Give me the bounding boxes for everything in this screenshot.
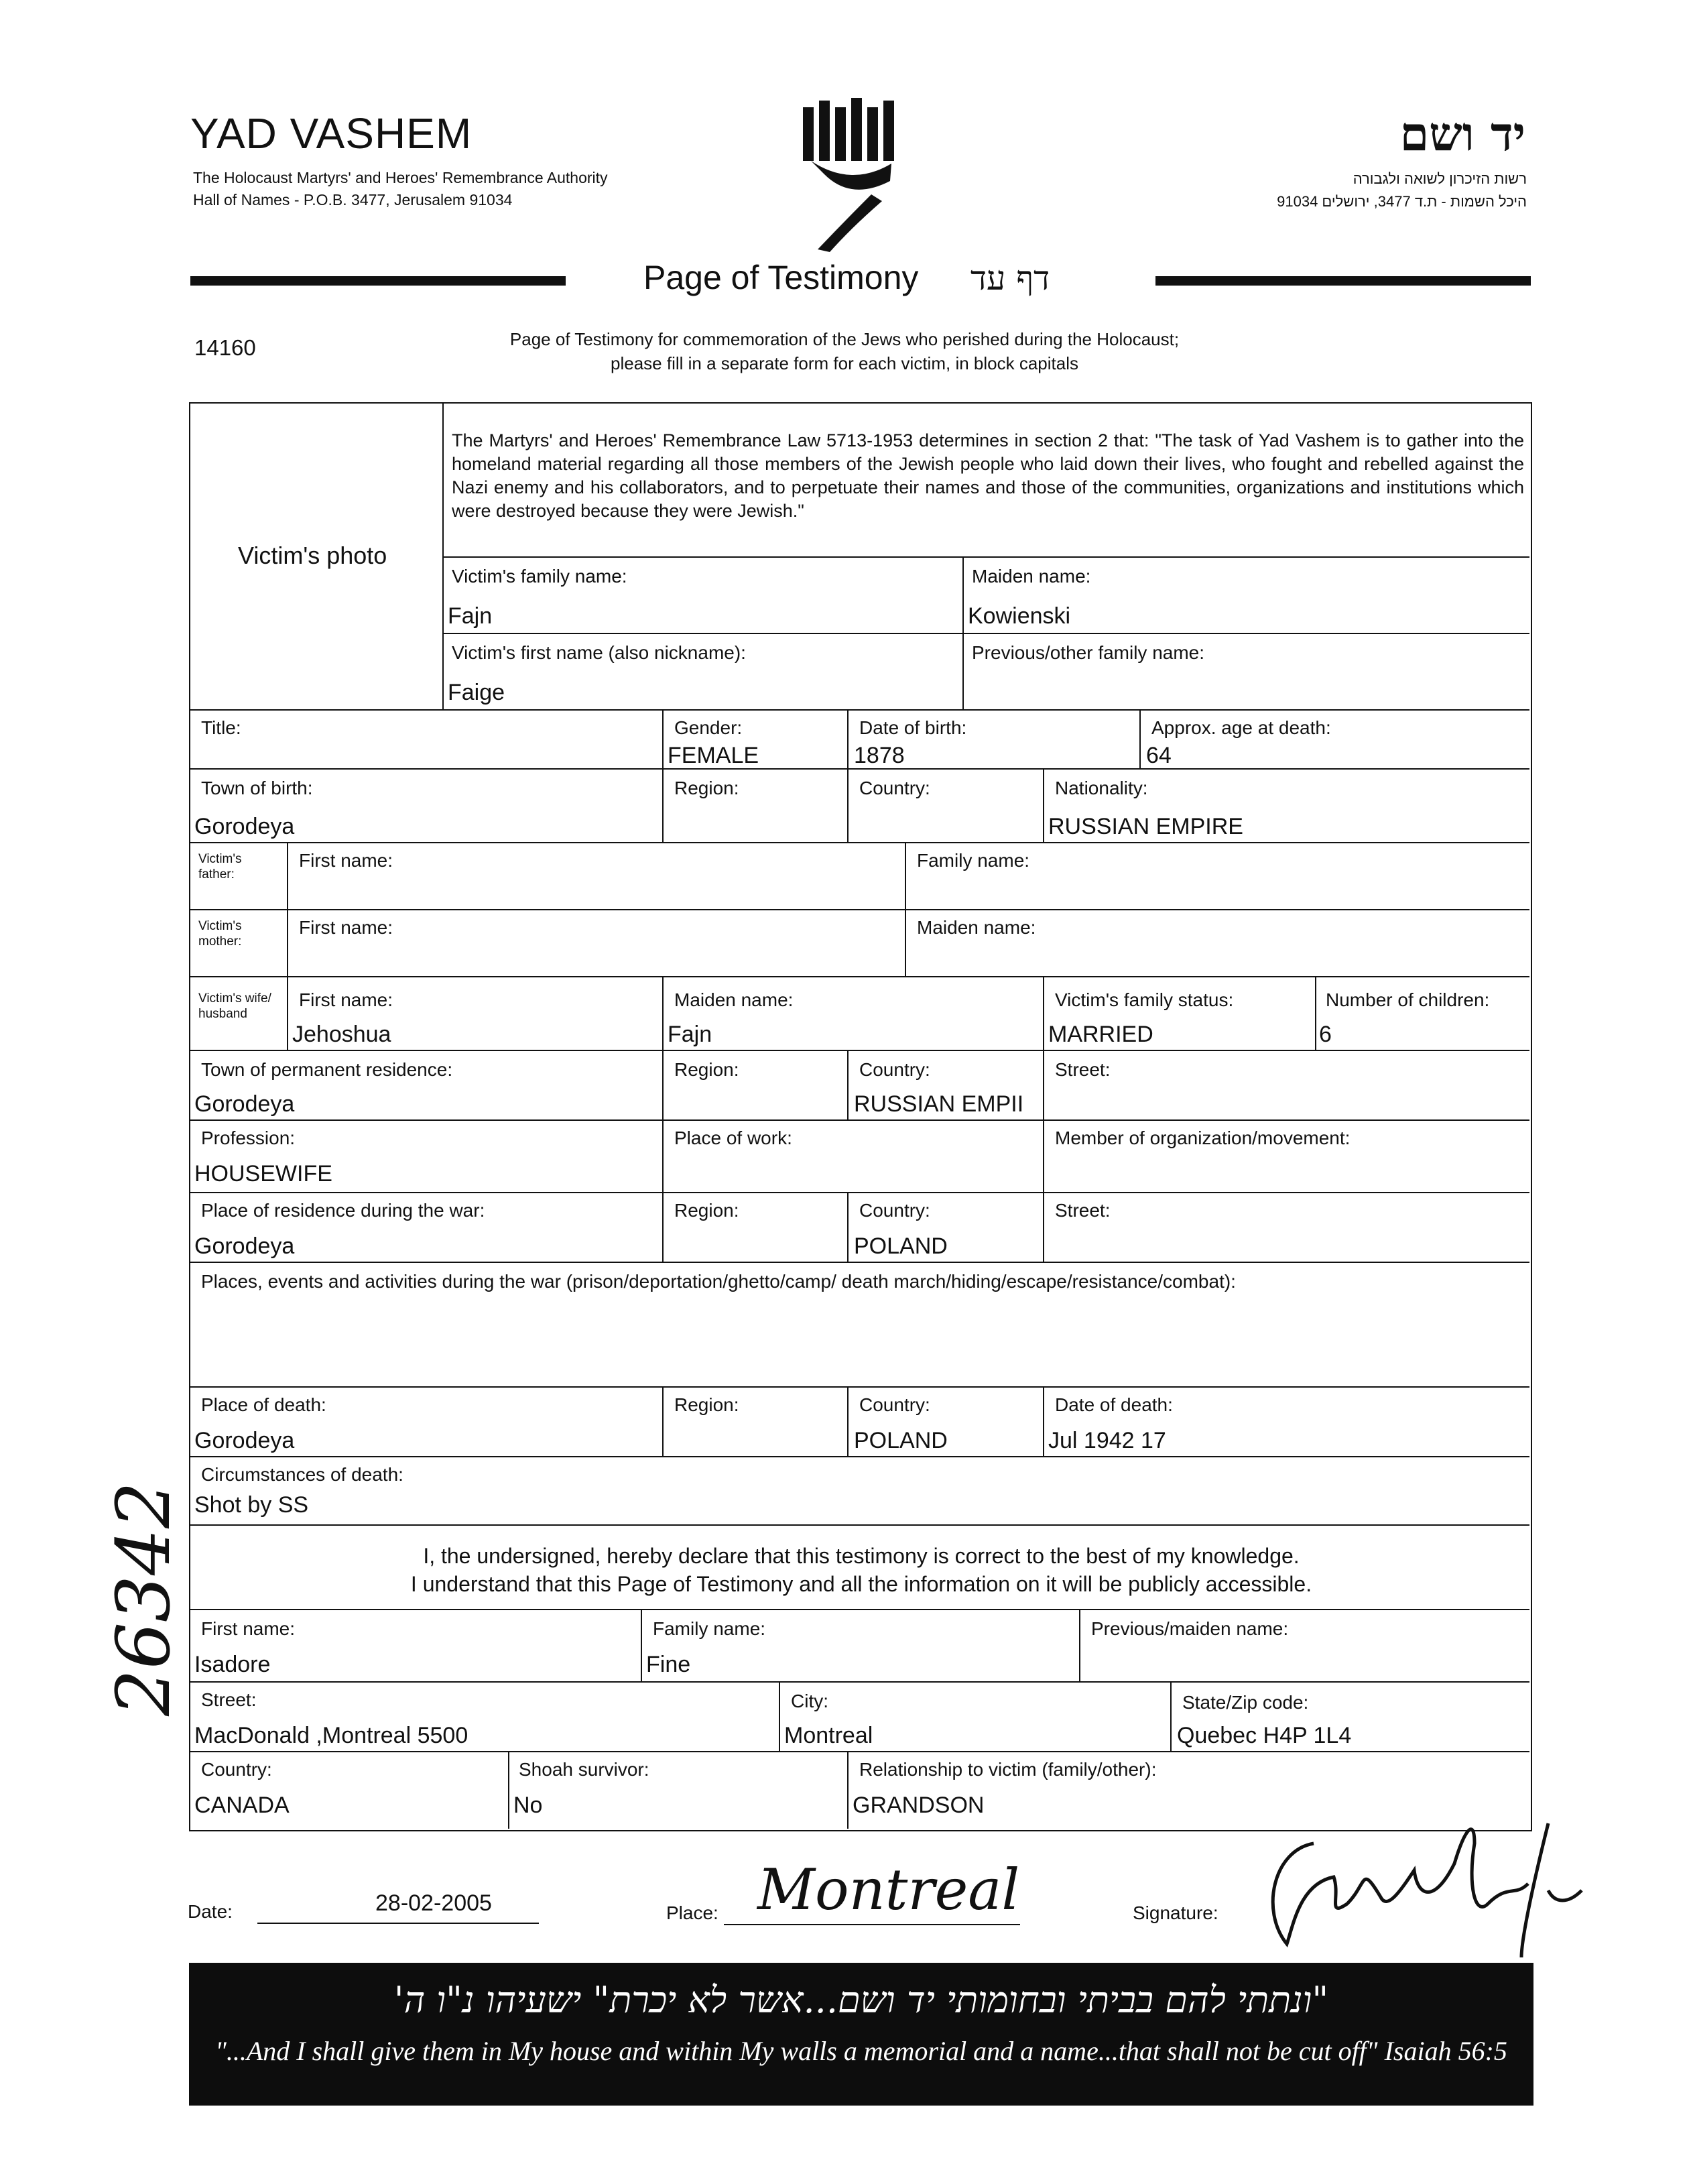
spouse-label: Victim's wife/ husband xyxy=(198,991,271,1021)
org-address: Hall of Names - P.O.B. 3477, Jerusalem 91034 xyxy=(193,191,513,208)
father-first-name-label: First name: xyxy=(299,850,393,871)
war-residence-label: Place of residence during the war: xyxy=(201,1200,485,1221)
region-label: Region: xyxy=(674,778,739,798)
dob-value: 1878 xyxy=(854,743,905,768)
first-name-value: Faige xyxy=(448,680,505,705)
hebrew-subtitle: רשות הזיכרון לשואה ולגבורה xyxy=(1353,170,1527,187)
margin-number: 26342 xyxy=(101,1481,186,1716)
hebrew-address: היכל השמות - ת.ד 3477, ירושלים 91034 xyxy=(1277,193,1527,210)
submitter-city-value: Montreal xyxy=(784,1723,873,1748)
photo-divider xyxy=(442,402,444,709)
death-country-label: Country: xyxy=(859,1394,930,1415)
spouse-maiden-name-label: Maiden name: xyxy=(674,989,794,1010)
submitter-city-label: City: xyxy=(791,1691,828,1711)
profession-label: Profession: xyxy=(201,1128,296,1148)
photo-label: Victim's photo xyxy=(238,542,387,569)
org-title: YAD VASHEM xyxy=(190,109,473,158)
father-family-name-label: Family name: xyxy=(917,850,1030,871)
title-rule-left xyxy=(190,276,566,286)
submitter-family-name-value: Fine xyxy=(646,1652,691,1677)
spouse-first-name-value: Jehoshua xyxy=(292,1022,391,1047)
town-residence-label: Town of permanent residence: xyxy=(201,1059,453,1080)
shoah-survivor-label: Shoah survivor: xyxy=(519,1759,649,1780)
place-handwritten: Montreal xyxy=(757,1857,1020,1923)
war-residence-value: Gorodeya xyxy=(194,1233,295,1259)
relationship-label: Relationship to victim (family/other): xyxy=(859,1759,1157,1780)
submitter-street-value: MacDonald ,Montreal 5500 xyxy=(194,1723,468,1748)
country-label: Country: xyxy=(859,778,930,798)
family-name-label: Victim's family name: xyxy=(452,566,627,587)
submitter-prev-maiden-label: Previous/maiden name: xyxy=(1091,1618,1289,1639)
title-rule-right xyxy=(1155,276,1531,286)
residence-region-label: Region: xyxy=(674,1059,739,1080)
family-status-value: MARRIED xyxy=(1048,1022,1153,1047)
num-children-value: 6 xyxy=(1319,1022,1332,1047)
war-country-value: POLAND xyxy=(854,1233,948,1259)
places-events-label: Places, events and activities during the war (prison/deportation/ghetto/camp/ death march/hiding/escape/resistance/combat): xyxy=(201,1271,1236,1292)
war-street-label: Street: xyxy=(1055,1200,1111,1221)
submitter-street-label: Street: xyxy=(201,1689,257,1710)
date-value: 28-02-2005 xyxy=(375,1890,492,1916)
date-death-label: Date of death: xyxy=(1055,1394,1173,1415)
submitter-country-value: CANADA xyxy=(194,1793,290,1818)
form-title: Page of Testimony xyxy=(643,259,919,296)
first-name-label: Victim's first name (also nickname): xyxy=(452,642,746,663)
signature-handwritten xyxy=(1233,1803,1595,1964)
father-label: Victim's father: xyxy=(198,852,242,882)
gender-label: Gender: xyxy=(674,717,743,738)
submitter-state-zip-label: State/Zip code: xyxy=(1182,1692,1309,1713)
submitter-family-name-label: Family name: xyxy=(653,1618,766,1639)
family-name-value: Fajn xyxy=(448,603,493,629)
submitter-state-zip-value: Quebec H4P 1L4 xyxy=(1177,1723,1352,1748)
submitter-first-name-label: First name: xyxy=(201,1618,296,1639)
spouse-maiden-name-value: Fajn xyxy=(668,1022,712,1047)
town-birth-label: Town of birth: xyxy=(201,778,313,798)
residence-country-value: RUSSIAN EMPII xyxy=(854,1091,1024,1117)
submitter-country-label: Country: xyxy=(201,1759,272,1780)
dob-label: Date of birth: xyxy=(859,717,967,738)
nationality-label: Nationality: xyxy=(1055,778,1148,798)
gender-value: FEMALE xyxy=(668,743,759,768)
date-death-value: Jul 1942 17 xyxy=(1048,1428,1166,1453)
age-label: Approx. age at death: xyxy=(1151,717,1331,738)
footer-english: "...And I shall give them in My house and within My walls a memorial and a name...that shall not be cut off" Isaiah 56:5 xyxy=(215,2036,1507,2066)
mother-maiden-name-label: Maiden name: xyxy=(917,917,1036,938)
signature-label: Signature: xyxy=(1133,1902,1218,1923)
form-number: 14160 xyxy=(194,335,256,360)
submitter-first-name-value: Isadore xyxy=(194,1652,271,1677)
residence-street-label: Street: xyxy=(1055,1059,1111,1080)
war-region-label: Region: xyxy=(674,1200,739,1221)
death-region-label: Region: xyxy=(674,1394,739,1415)
shoah-survivor-value: No xyxy=(513,1793,543,1818)
footer-banner xyxy=(189,1963,1533,2106)
mother-first-name-label: First name: xyxy=(299,917,393,938)
circumstances-label: Circumstances of death: xyxy=(201,1464,403,1485)
prev-family-name-label: Previous/other family name: xyxy=(972,642,1205,663)
maiden-name-value: Kowienski xyxy=(968,603,1071,629)
member-org-label: Member of organization/movement: xyxy=(1055,1128,1351,1148)
law-text: The Martyrs' and Heroes' Remembrance Law 5713-1953 determines in section 2 that: "The task of Yad Vashem is to gather into the homeland material regarding all those members of the Jewish people who laid down their lives, who fought and rebelled against the Nazi enemy and his collaborators, and to perpetuate their names and those of the communities, organizations and institutions which were destroyed because they were Jewish." xyxy=(452,430,1524,521)
form-title-hebrew: דף עד xyxy=(970,259,1050,298)
town-birth-value: Gorodeya xyxy=(194,814,295,839)
title-label: Title: xyxy=(201,717,241,738)
num-children-label: Number of children: xyxy=(1326,989,1490,1010)
nationality-value: RUSSIAN EMPIRE xyxy=(1048,814,1243,839)
relationship-value: GRANDSON xyxy=(853,1793,985,1818)
hebrew-title: יד ושם xyxy=(1399,106,1525,162)
mother-label: Victim's mother: xyxy=(198,919,242,949)
residence-country-label: Country: xyxy=(859,1059,930,1080)
town-residence-value: Gorodeya xyxy=(194,1091,295,1117)
war-country-label: Country: xyxy=(859,1200,930,1221)
maiden-name-label: Maiden name: xyxy=(972,566,1091,587)
menorah-logo-icon xyxy=(798,94,905,255)
intro-text: Page of Testimony for commemoration of the Jews who perished during the Holocaust; please fill in a separate form for each victim, in block capitals xyxy=(509,329,1180,373)
death-country-value: POLAND xyxy=(854,1428,948,1453)
date-label: Date: xyxy=(188,1901,233,1922)
org-subtitle: The Holocaust Martyrs' and Heroes' Remembrance Authority xyxy=(193,169,608,186)
place-label: Place: xyxy=(666,1902,718,1923)
declaration: I, the undersigned, hereby declare that this testimony is correct to the best of my knowledge. I understand that this Page of Testimony and all the information on it will be publicly accessible. xyxy=(410,1544,1312,1596)
circumstances-value: Shot by SS xyxy=(194,1492,309,1518)
place-work-label: Place of work: xyxy=(674,1128,792,1148)
family-status-label: Victim's family status: xyxy=(1055,989,1234,1010)
age-value: 64 xyxy=(1146,743,1172,768)
profession-value: HOUSEWIFE xyxy=(194,1161,332,1187)
place-death-value: Gorodeya xyxy=(194,1428,295,1453)
spouse-first-name-label: First name: xyxy=(299,989,393,1010)
place-death-label: Place of death: xyxy=(201,1394,326,1415)
footer-hebrew: "ונתתי להם בביתי ובחומותי יד ושם...אשר לא יכרת" ישעיהו נ"ו ה' xyxy=(393,1979,1329,2021)
